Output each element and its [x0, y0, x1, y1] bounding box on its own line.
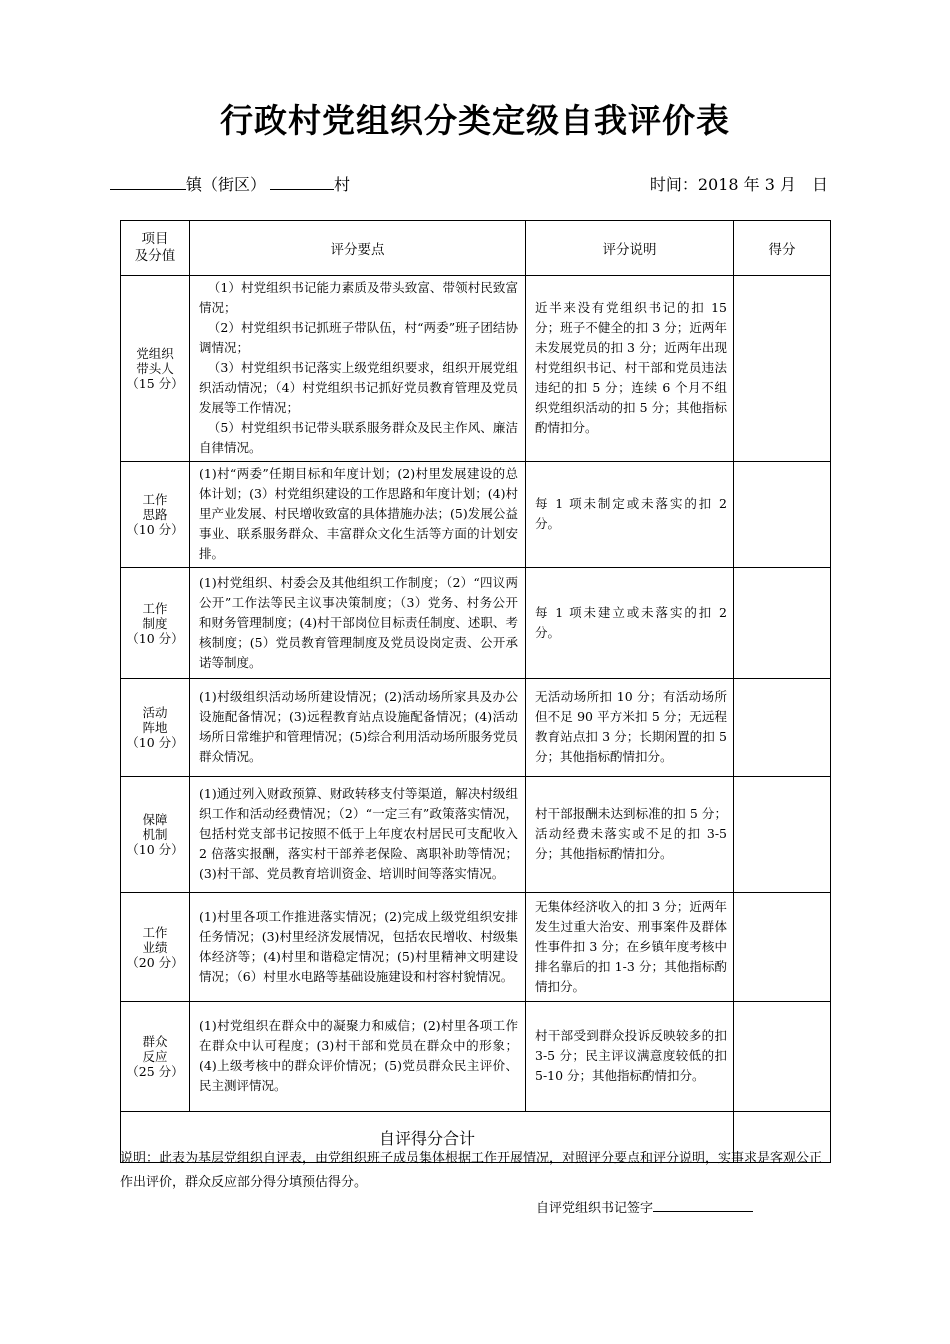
- date-label: 时间：2018 年 3 月 日: [649, 175, 828, 194]
- category-points: （25 分）: [126, 1064, 184, 1079]
- explanation-cell: 村干部受到群众投诉反映较多的扣 3-5 分；民主评议满意度较低的扣 5-10 分；其他指标酌情扣分。: [526, 1002, 734, 1112]
- header-project-line1: 项目: [141, 231, 169, 247]
- category-cell: [121, 1002, 190, 1112]
- category-line: 党组织: [136, 346, 174, 361]
- table-row: [121, 679, 831, 777]
- category-points: （10 分）: [126, 522, 184, 537]
- table-row: [121, 777, 831, 893]
- signature-blank[interactable]: [653, 1197, 753, 1212]
- location-line: [110, 172, 350, 195]
- score-cell[interactable]: [734, 462, 831, 568]
- town-blank[interactable]: [110, 173, 186, 190]
- town-label: 镇（街区）: [186, 175, 267, 194]
- header-points: 评分要点: [190, 221, 526, 276]
- category-line: 反应: [142, 1049, 168, 1064]
- header-explanation: 评分说明: [526, 221, 734, 276]
- header-score: 得分: [734, 221, 831, 276]
- points-cell: [190, 893, 526, 1002]
- points-cell: [190, 1002, 526, 1112]
- category-line: 工作: [142, 600, 168, 616]
- score-cell[interactable]: [734, 1002, 831, 1112]
- footnote: 说明：此表为基层党组织自评表，由党组织班子成员集体根据工作开展情况，对照评分要点和评分说明，实事求是客观公正作出评价，群众反应部分得分填预估得分。: [120, 1151, 823, 1190]
- category-points: （10 分）: [126, 630, 184, 646]
- category-points: （15 分）: [126, 376, 184, 391]
- points-cell: [190, 462, 526, 568]
- point-item: （3）村党组织书记落实上级党组织要求，组织开展党组织活动情况；（4）村党组织书记抓好党员教育管理及党员发展等工作情况；: [199, 360, 518, 415]
- explanation-cell: 无集体经济收入的扣 3 分；近两年发生过重大治安、刑事案件及群体性事件扣 3 分；在乡镇年度考核中排名靠后的扣 1-3 分；其他指标酌情扣分。: [526, 893, 734, 1002]
- explanation-cell: 每 1 项未建立或未落实的扣 2 分。: [526, 568, 734, 679]
- category-points: （10 分）: [126, 842, 184, 857]
- point-item: (1)村“两委”任期目标和年度计划；(2)村里发展建设的总体计划；(3）村党组织建设的工作思路和年度计划；(4)村里产业发展、村民增收致富的具体措施办法；(5)发展公益事业、联系服务群众、丰富群众文化生活等方面的计划安排。: [199, 466, 518, 561]
- village-blank[interactable]: [270, 173, 334, 190]
- point-item: （2）村党组织书记抓班子带队伍，村“两委”班子团结协调情况；: [199, 320, 518, 355]
- explanation-cell: 无活动场所扣 10 分；有活动场所但不足 90 平方米扣 5 分；无远程教育站点扣 3 分；长期闲置的扣 5 分；其他指标酌情扣分。: [526, 679, 734, 777]
- category-line: 活动: [142, 705, 168, 720]
- point-item: (1)村级组织活动场所建设情况；(2)活动场所家具及办公设施配备情况；(3)远程教育站点设施配备情况；(4)活动场所日常维护和管理情况；(5)综合利用活动场所服务党员群众情况。: [199, 689, 518, 764]
- category-line: 阵地: [142, 720, 168, 735]
- category-cell: [121, 679, 190, 777]
- category-line: 制度: [142, 615, 168, 631]
- category-line: 业绩: [142, 939, 168, 955]
- category-cell: [121, 276, 190, 462]
- category-cell: [121, 777, 190, 893]
- table-header-row: [121, 221, 831, 276]
- score-cell[interactable]: [734, 777, 831, 893]
- category-cell: [121, 893, 190, 1002]
- evaluation-table: [120, 220, 831, 1163]
- point-item: (1)村党组织、村委会及其他组织工作制度；（2）“四议两公开”工作法等民主议事决策制度；（3）党务、村务公开和财务管理制度；(4)村干部岗位目标责任制度、述职、考核制度；(5）党员教育管理制度及党员设岗定责、公开承诺等制度。: [199, 574, 518, 670]
- points-cell: [190, 276, 526, 462]
- category-cell: [121, 462, 190, 568]
- category-points: （20 分）: [126, 954, 184, 970]
- total-label: 自评得分合计: [121, 1112, 734, 1163]
- explanation-cell: 近半来没有党组织书记的扣 15 分；班子不健全的扣 3 分；近两年未发展党员的扣 3 分；近两年出现村党组织书记、村干部和党员违法违纪的扣 5 分；连续 6 个月不组织党组织活动的扣 5 分；其他指标酌情扣分。: [526, 276, 734, 462]
- category-line: 群众: [142, 1034, 168, 1049]
- category-line: 工作: [142, 492, 168, 507]
- table-row: [121, 462, 831, 568]
- score-cell[interactable]: [734, 893, 831, 1002]
- form-header: [110, 172, 828, 196]
- points-cell: [190, 777, 526, 893]
- explanation-cell: 村干部报酬未达到标准的扣 5 分；活动经费未落实或不足的扣 3-5 分；其他指标酌情扣分。: [526, 777, 734, 893]
- explanation-cell: 每 1 项未制定或未落实的扣 2 分。: [526, 462, 734, 568]
- category-line: 机制: [142, 827, 168, 842]
- signature-label: 自评党组织书记签字: [536, 1201, 654, 1216]
- table-row: [121, 1002, 831, 1112]
- point-item: (1)村党组织在群众中的凝聚力和威信；(2)村里各项工作在群众中认可程度；(3)村干部和党员在群众中的形象；(4)上级考核中的群众评价情况；(5)党员群众民主评价、民主测评情况。: [199, 1018, 518, 1093]
- header-project: [121, 221, 190, 276]
- category-line: 工作: [142, 924, 168, 940]
- table-row: [121, 276, 831, 462]
- table-row: [121, 893, 831, 1002]
- score-cell[interactable]: [734, 276, 831, 462]
- category-line: 带头人: [136, 361, 174, 376]
- page-title: 行政村党组织分类定级自我评价表: [220, 101, 730, 140]
- category-line: 思路: [142, 507, 168, 522]
- point-item: （5）村党组织书记带头联系服务群众及民主作风、廉洁自律情况。: [199, 420, 518, 455]
- table-row: [121, 568, 831, 679]
- point-item: (1)通过列入财政预算、财政转移支付等渠道，解决村级组织工作和活动经费情况；（2）“一定三有”政策落实情况，包括村党支部书记按照不低于上年度农村居民可支配收入 2 倍落实报酬，落实村干部养老保险、离职补助等情况；(3)村干部、党员教育培训资金、培训时间等落实情况。: [199, 786, 518, 881]
- category-points: （10 分）: [126, 735, 184, 750]
- points-cell: [190, 679, 526, 777]
- point-item: (1)村里各项工作推进落实情况；(2)完成上级党组织安排任务情况；(3)村里经济发展情况，包括农民增收、村级集体经济等；(4)村里和谐稳定情况；(5)村里精神文明建设情况；（6）村里水电路等基础设施建设和村容村貌情况。: [199, 908, 518, 984]
- point-item: （1）村党组织书记能力素质及带头致富、带领村民致富情况；: [199, 280, 518, 315]
- score-cell[interactable]: [734, 568, 831, 679]
- village-label: 村: [334, 175, 351, 194]
- points-cell: [190, 568, 526, 679]
- category-line: 保障: [142, 812, 168, 827]
- header-project-line2: 及分值: [134, 248, 176, 264]
- score-cell[interactable]: [734, 679, 831, 777]
- category-cell: [121, 568, 190, 679]
- signature-line: [536, 1197, 753, 1216]
